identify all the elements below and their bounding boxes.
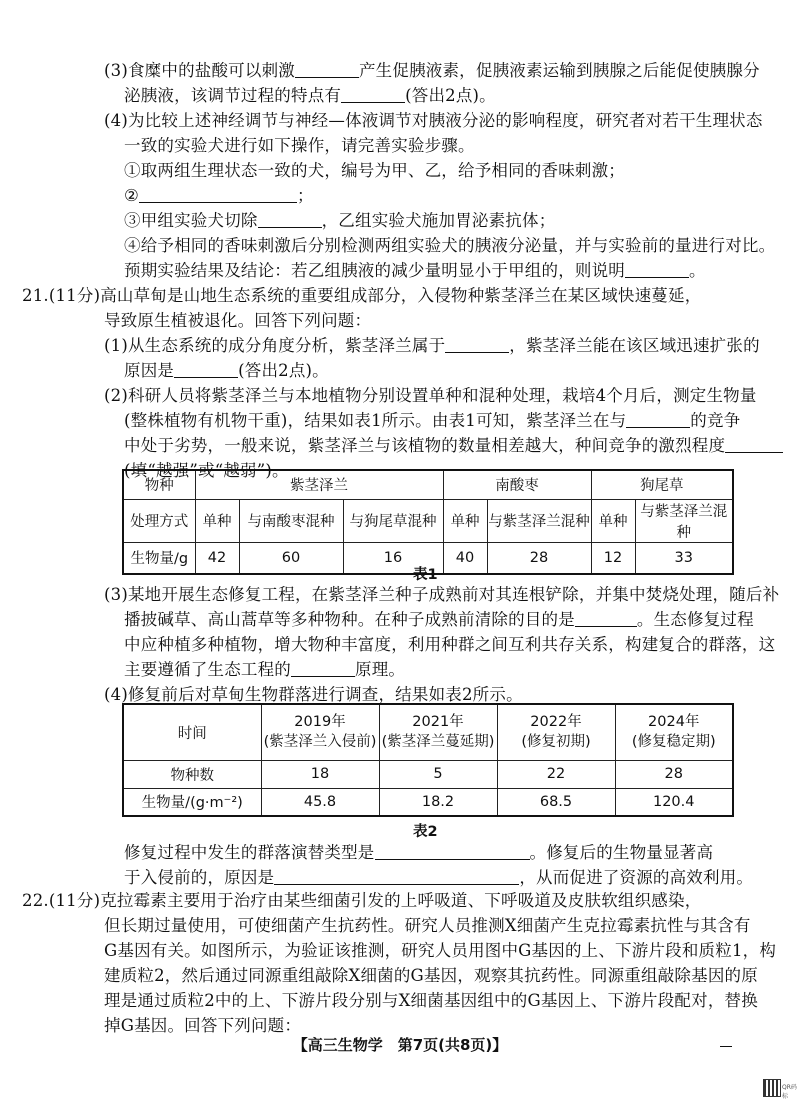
table2-value: 120.4 [615, 788, 733, 816]
table2-period: 2022年 (修复初期) [497, 704, 615, 760]
q21-part1-line1: (1)从生态系统的成分角度分析，紫茎泽兰属于 ，紫茎泽兰能在该区域迅速扩张的 [104, 336, 760, 355]
table1-method: 与狗尾草混种 [343, 499, 443, 542]
q21-header-line2: 导致原生植被退化。回答下列问题： [104, 311, 372, 330]
table1-group-name: 紫茎泽兰 [195, 470, 443, 499]
table1-method: 与紫茎泽兰混种 [487, 499, 591, 542]
table2-value: 5 [379, 760, 497, 788]
table2-value: 18.2 [379, 788, 497, 816]
q20-part4-line1: (4)为比较上述神经调节与神经—体液调节对胰液分泌的影响程度，研究者对若干生理状态 [104, 111, 763, 130]
answer-blank[interactable] [445, 336, 509, 353]
table1-group-name: 南酸枣 [443, 470, 591, 499]
answer-blank[interactable] [626, 411, 690, 428]
table1-method-label: 处理方式 [123, 499, 195, 542]
table2-value: 18 [261, 760, 379, 788]
table-1 [122, 469, 734, 575]
table1-method: 与南酸枣混种 [239, 499, 343, 542]
table2-caption: 表2 [413, 824, 438, 840]
q21-part2-line1: (2)科研人员将紫茎泽兰与本地植物分别设置单种和混种处理，栽培4个月后，测定生物量 [104, 386, 757, 405]
table2-value: 45.8 [261, 788, 379, 816]
q21-part4: (4)修复前后对草甸生物群落进行调查，结果如表2所示。 [104, 685, 523, 704]
answer-blank[interactable] [625, 261, 689, 278]
table1-species-label: 物种 [123, 470, 195, 499]
answer-blank[interactable] [725, 436, 783, 453]
q20-step4: ④给予相同的香味刺激后分别检测两组实验犬的胰液分泌量，并与实验前的量进行对比。 [124, 236, 776, 255]
answer-blank[interactable] [258, 211, 322, 228]
answer-blank[interactable] [291, 660, 355, 677]
watermark-label: QR码标 [782, 1084, 797, 1100]
q20-part3-line1: (3)食糜中的盐酸可以刺激 产生促胰液素，促胰液素运输到胰腺之后能促使胰腺分 [104, 61, 760, 80]
q21-part1-line2: 原因是 (答出2点)。 [124, 361, 329, 380]
q21-header-line1: 21.(11分)高山草甸是山地生态系统的重要组成部分，入侵物种紫茎泽兰在某区域快速蔓延， [22, 286, 702, 305]
table1-caption: 表1 [413, 567, 438, 583]
q22-line4: 建质粒2，然后通过同源重组敲除X细菌的G基因，观察其抗药性。同源重组敲除基因的原 [104, 966, 758, 985]
table2-row2-label: 生物量/(g·m⁻²) [123, 788, 261, 816]
table1-method: 单种 [443, 499, 487, 542]
answer-blank[interactable] [295, 61, 359, 78]
table2-period: 2021年 (紫茎泽兰蔓延期) [379, 704, 497, 760]
q21-part3-line4: 主要遵循了生态工程的 原理。 [124, 660, 406, 679]
table2-value: 28 [615, 760, 733, 788]
table1-value: 16 [343, 542, 443, 574]
q22-line3: G基因有关。如图所示，为验证该推测，研究人员用图中G基因的上、下游片段和质粒1，构 [104, 941, 777, 960]
answer-blank[interactable] [341, 86, 405, 103]
table1-method: 单种 [195, 499, 239, 542]
q20-prediction: 预期实验结果及结论：若乙组胰液的减少量明显小于甲组的，则说明 。 [124, 261, 706, 280]
q21-part2-line4: (填“越强”或“越弱”)。 [124, 461, 289, 480]
q21-part2-line3: 中处于劣势，一般来说，紫茎泽兰与该植物的数量相差越大，种间竞争的激烈程度 [124, 435, 783, 457]
table1-value: 42 [195, 542, 239, 574]
answer-blank[interactable] [174, 361, 238, 378]
q20-part3-line2: 泌胰液，该调节过程的特点有 (答出2点)。 [124, 86, 496, 105]
q22-line6: 掉G基因。回答下列问题： [104, 1016, 302, 1035]
q20-step1: ①取两组生理状态一致的犬，编号为甲、乙，给予相同的香味刺激； [124, 161, 625, 180]
q20-step2: ② ； [124, 186, 314, 205]
table1-method: 单种 [591, 499, 635, 542]
table2-period: 2019年 (紫茎泽兰入侵前) [261, 704, 379, 760]
answer-blank[interactable] [139, 186, 297, 203]
table2-time-label: 时间 [123, 704, 261, 760]
q21-part2-line2: (整株植物有机物干重)，结果如表1所示。由表1可知，紫茎泽兰在与 的竞争 [124, 411, 741, 430]
table2-period: 2024年 (修复稳定期) [615, 704, 733, 760]
q21-part3-line3: 中应种植多种植物，增大物种丰富度，利用种群之间互利共存关系，构建复合的群落，这 [124, 635, 776, 654]
q20-step3: ③甲组实验犬切除 ，乙组实验犬施加胃泌素抗体； [124, 211, 556, 230]
table2-value: 68.5 [497, 788, 615, 816]
table1-value: 12 [591, 542, 635, 574]
table-2 [122, 703, 734, 817]
table2-value: 22 [497, 760, 615, 788]
q22-line1: 22.(11分)克拉霉素主要用于治疗由某些细菌引发的上呼吸道、下呼吸道及皮肤软组织感染， [22, 891, 702, 910]
q21-part3-line1: (3)某地开展生态修复工程，在紫茎泽兰种子成熟前对其连根铲除，并集中焚烧处理，随后补 [104, 585, 780, 604]
answer-blank[interactable] [375, 843, 530, 860]
q22-line2: 但长期过量使用，可使细菌产生抗药性。研究人员推测X细菌产生克拉霉素抗性与其含有 [104, 916, 751, 935]
page-footer: 【高三生物学 第7页(共8页)】 [292, 1036, 508, 1054]
q20-part4-line2: 一致的实验犬进行如下操作，请完善实验步骤。 [124, 136, 475, 155]
table2-row1-label: 物种数 [123, 760, 261, 788]
table1-value: 28 [487, 542, 591, 574]
q22-line5: 理是通过质粒2中的上、下游片段分别与X细菌基因组中的G基因上、下游片段配对，替换 [104, 991, 758, 1010]
table1-method: 与紫茎泽兰混种 [635, 499, 733, 542]
margin-dash [720, 1046, 732, 1047]
q21-result-line1: 修复过程中发生的群落演替类型是 。修复后的生物量显著高 [124, 843, 714, 862]
qr-code-icon [764, 1080, 780, 1096]
table1-value: 60 [239, 542, 343, 574]
table1-group-name: 狗尾草 [591, 470, 733, 499]
table1-value: 40 [443, 542, 487, 574]
answer-blank[interactable] [274, 868, 519, 885]
table1-biomass-label: 生物量/g [123, 542, 195, 574]
answer-blank[interactable] [575, 610, 637, 627]
table1-value: 33 [635, 542, 733, 574]
q21-result-line2: 于入侵前的，原因是 ，从而促进了资源的高效利用。 [124, 868, 754, 887]
q21-part3-line2: 播披碱草、高山蒿草等多种物种。在种子成熟前清除的目的是 。生态修复过程 [124, 610, 754, 629]
